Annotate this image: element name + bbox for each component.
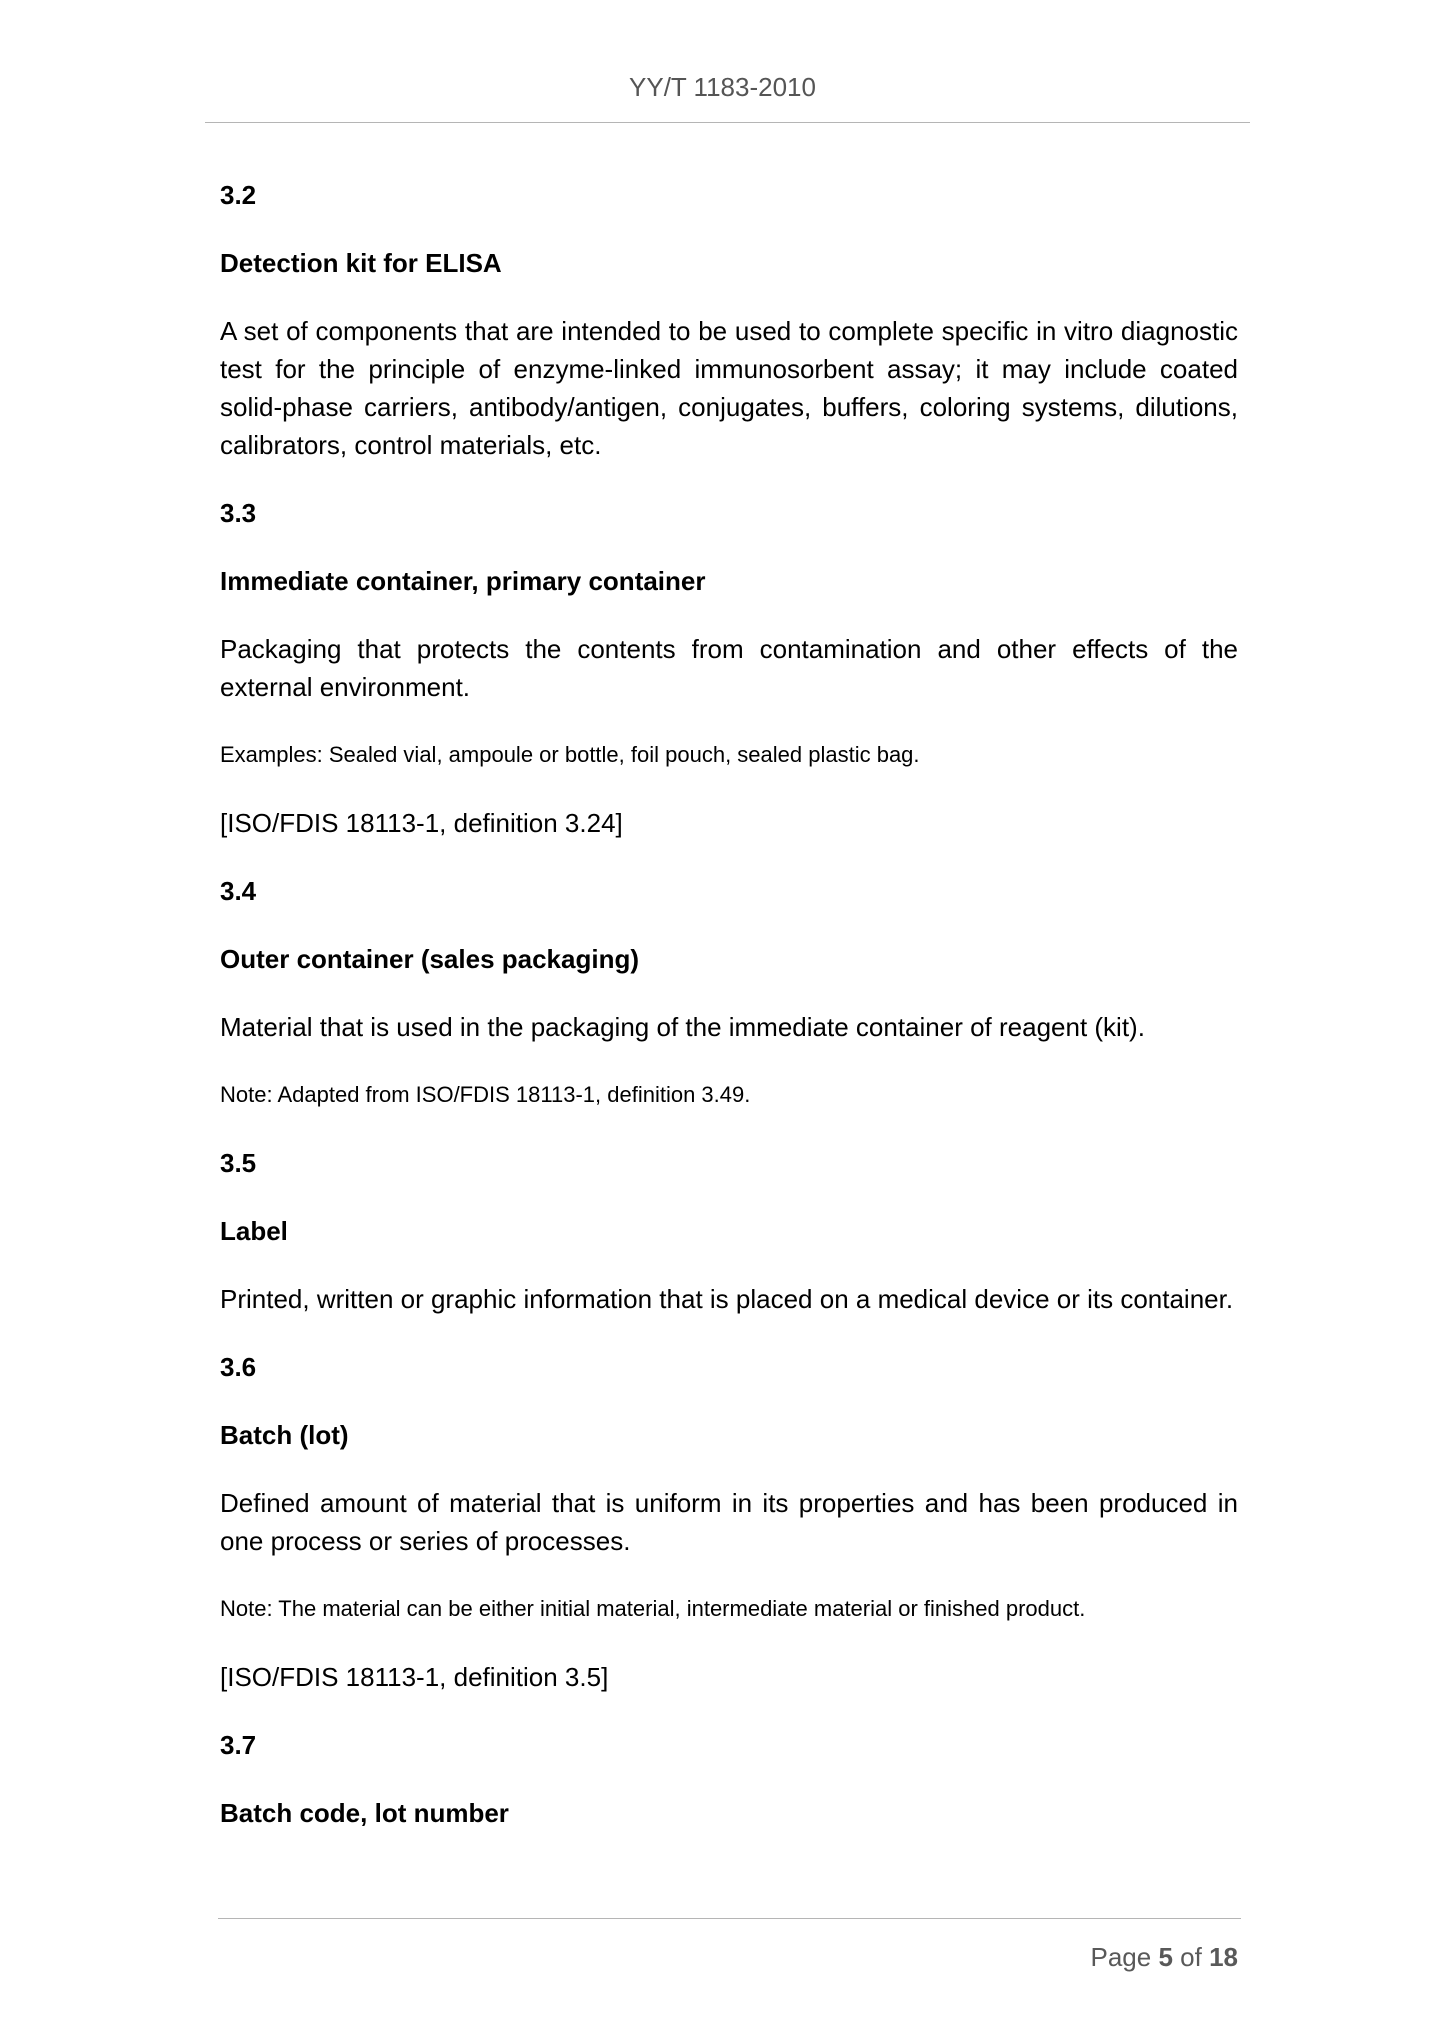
section-note: Note: Adapted from ISO/FDIS 18113-1, definition 3.49. [220,1082,751,1107]
section-number: 3.2 [220,180,257,210]
section-note: Examples: Sealed vial, ampoule or bottle, foil pouch, sealed plastic bag. [220,742,920,767]
page-total: 18 [1209,1942,1238,1972]
section-number: 3.6 [220,1352,257,1382]
section-3-6 [220,1348,1238,1696]
page-number [1090,1940,1238,1974]
footer-divider [218,1918,1241,1919]
page-prefix: Page [1090,1942,1152,1972]
section-definition: Material that is used in the packaging of the immediate container of reagent (kit). [220,1012,1145,1042]
section-3-2 [220,176,1238,464]
section-3-5 [220,1144,1238,1318]
section-term: Label [220,1216,288,1246]
section-term: Batch code, lot number [220,1798,509,1828]
header-divider [205,122,1250,123]
section-number: 3.3 [220,498,257,528]
document-body [220,176,1238,1862]
section-definition: Defined amount of material that is uniform in its properties and has been produced in one process or series of processes. [220,1488,1238,1556]
section-definition: A set of components that are intended to be used to complete specific in vitro diagnostic test for the principle of enzyme-linked immunosorbent assay; it may include coated solid-phase carriers, antibody/antigen, conjugates, buffers, coloring systems, dilutions, calibrators, control materials, etc. [220,316,1238,460]
document-header-title: YY/T 1183-2010 [629,72,816,102]
section-3-4 [220,872,1238,1114]
section-term: Detection kit for ELISA [220,248,502,278]
section-reference: [ISO/FDIS 18113-1, definition 3.5] [220,1662,609,1692]
page-separator: of [1180,1942,1202,1972]
section-definition: Packaging that protects the contents from contamination and other effects of the external environment. [220,634,1238,702]
section-number: 3.7 [220,1730,257,1760]
section-number: 3.4 [220,876,257,906]
section-term: Batch (lot) [220,1420,349,1450]
section-term: Outer container (sales packaging) [220,944,640,974]
section-definition: Printed, written or graphic information that is placed on a medical device or its container. [220,1284,1234,1314]
section-note: Note: The material can be either initial material, intermediate material or finished product. [220,1596,1086,1621]
section-3-7 [220,1726,1238,1832]
section-reference: [ISO/FDIS 18113-1, definition 3.24] [220,808,623,838]
section-3-3 [220,494,1238,842]
section-term: Immediate container, primary container [220,566,706,596]
page-current: 5 [1158,1942,1173,1972]
section-number: 3.5 [220,1148,257,1178]
